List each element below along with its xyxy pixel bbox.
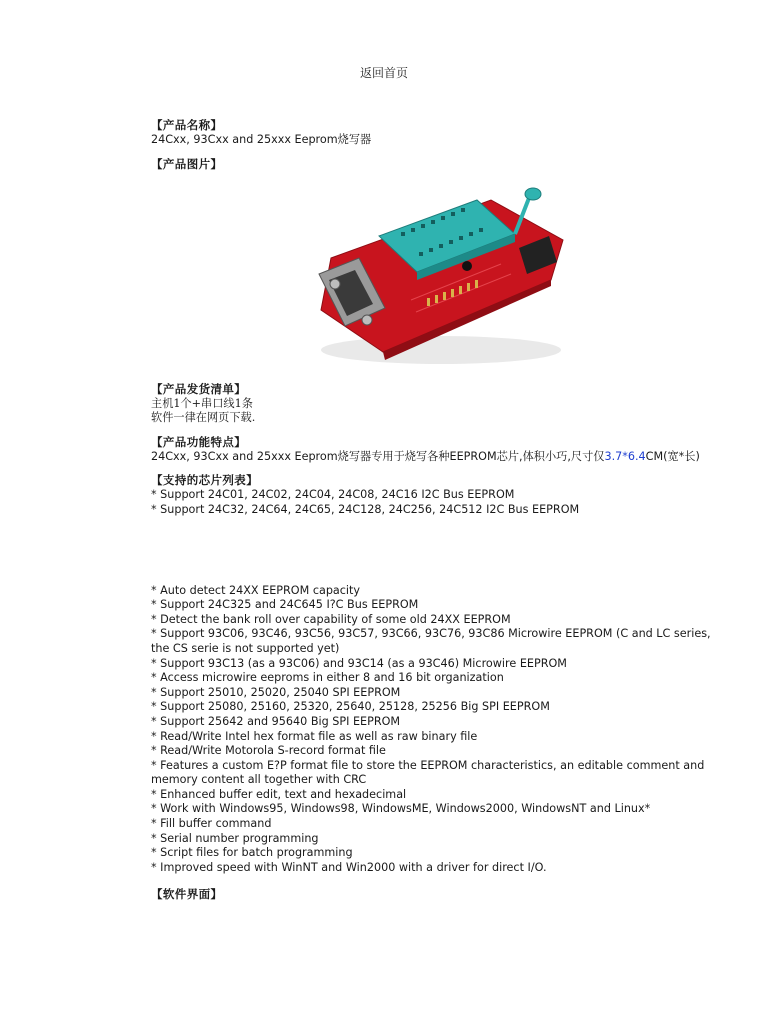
capability-item: * Serial number programming (151, 831, 319, 845)
features-text-prefix: 24Cxx, 93Cxx and 25xxx Eeprom烧写器专用于烧写各种EEPROM芯片,体积小巧,尺寸仅 (151, 449, 605, 463)
capability-item: * Support 25080, 25160, 25320, 25640, 25128, 25256 Big SPI EEPROM (151, 700, 550, 714)
features-text (151, 450, 723, 465)
features-text-suffix: CM(宽*长) (645, 449, 700, 463)
capability-item: * Improved speed with WinNT and Win2000 with a driver for direct I/O. (151, 860, 547, 874)
product-content (151, 118, 723, 902)
capability-item: * Read/Write Motorola S-record format file (151, 744, 386, 758)
features-heading: 【产品功能特点】 (151, 434, 247, 449)
product-name-heading: 【产品名称】 (151, 118, 223, 132)
capability-item: * Script files for batch programming (151, 846, 353, 860)
capability-item: * Work with Windows95, Windows98, WindowsME, Windows2000, WindowsNT and Linux* (151, 802, 651, 816)
capability-item: * Fill buffer command (151, 817, 272, 831)
chip-list-heading: 【支持的芯片列表】 (151, 473, 259, 488)
software-ui-heading: 【软件界面】 (151, 887, 223, 902)
capability-item: * Support 93C13 (as a 93C06) and 93C14 (as a 93C46) Microwire EEPROM (151, 656, 567, 670)
capability-item: * Features a custom E?P format file to store the EEPROM characteristics, an editable comment and memory content all together with CRC (151, 758, 705, 787)
capability-list (151, 584, 723, 876)
capability-item: * Support 25010, 25020, 25040 SPI EEPROM (151, 685, 401, 699)
capability-item: * Enhanced buffer edit, text and hexadecimal (151, 787, 407, 801)
package-item: 主机1个+串口线1条 (151, 396, 253, 410)
capability-item: * Detect the bank roll over capability of some old 24XX EEPROM (151, 612, 511, 626)
product-name-text: 24Cxx, 93Cxx and 25xxx Eeprom烧写器 (151, 133, 372, 146)
capability-item: * Auto detect 24XX EEPROM capacity (151, 583, 361, 597)
chip-list-item: * Support 24C32, 24C64, 24C65, 24C128, 24C256, 24C512 I2C Bus EEPROM (151, 502, 580, 516)
size-value: 3.7*6.4 (604, 449, 646, 463)
capability-item: * Support 93C06, 93C46, 93C56, 93C57, 93C66, 93C76, 93C86 Microwire EEPROM (C and LC series, the CS serie is not supported yet) (151, 627, 711, 655)
capability-item: * Support 25642 and 95640 Big SPI EEPROM (151, 714, 401, 728)
chip-list (151, 488, 723, 517)
package-list-heading: 【产品发货清单】 (151, 381, 247, 396)
home-link[interactable]: 返回首页 (359, 66, 408, 80)
capability-item: * Read/Write Intel hex format file as well as raw binary file (151, 729, 478, 743)
package-item: 软件一律在网页下载. (151, 411, 256, 425)
capability-item: * Support 24C325 and 24C645 I?C Bus EEPROM (151, 598, 419, 612)
product-photo-heading: 【产品图片】 (151, 156, 223, 171)
capability-item: * Access microwire eeproms in either 8 and 16 bit organization (151, 671, 504, 685)
programmer-board-photo (301, 180, 565, 372)
chip-list-item: * Support 24C01, 24C02, 24C04, 24C08, 24C16 I2C Bus EEPROM (151, 488, 515, 502)
